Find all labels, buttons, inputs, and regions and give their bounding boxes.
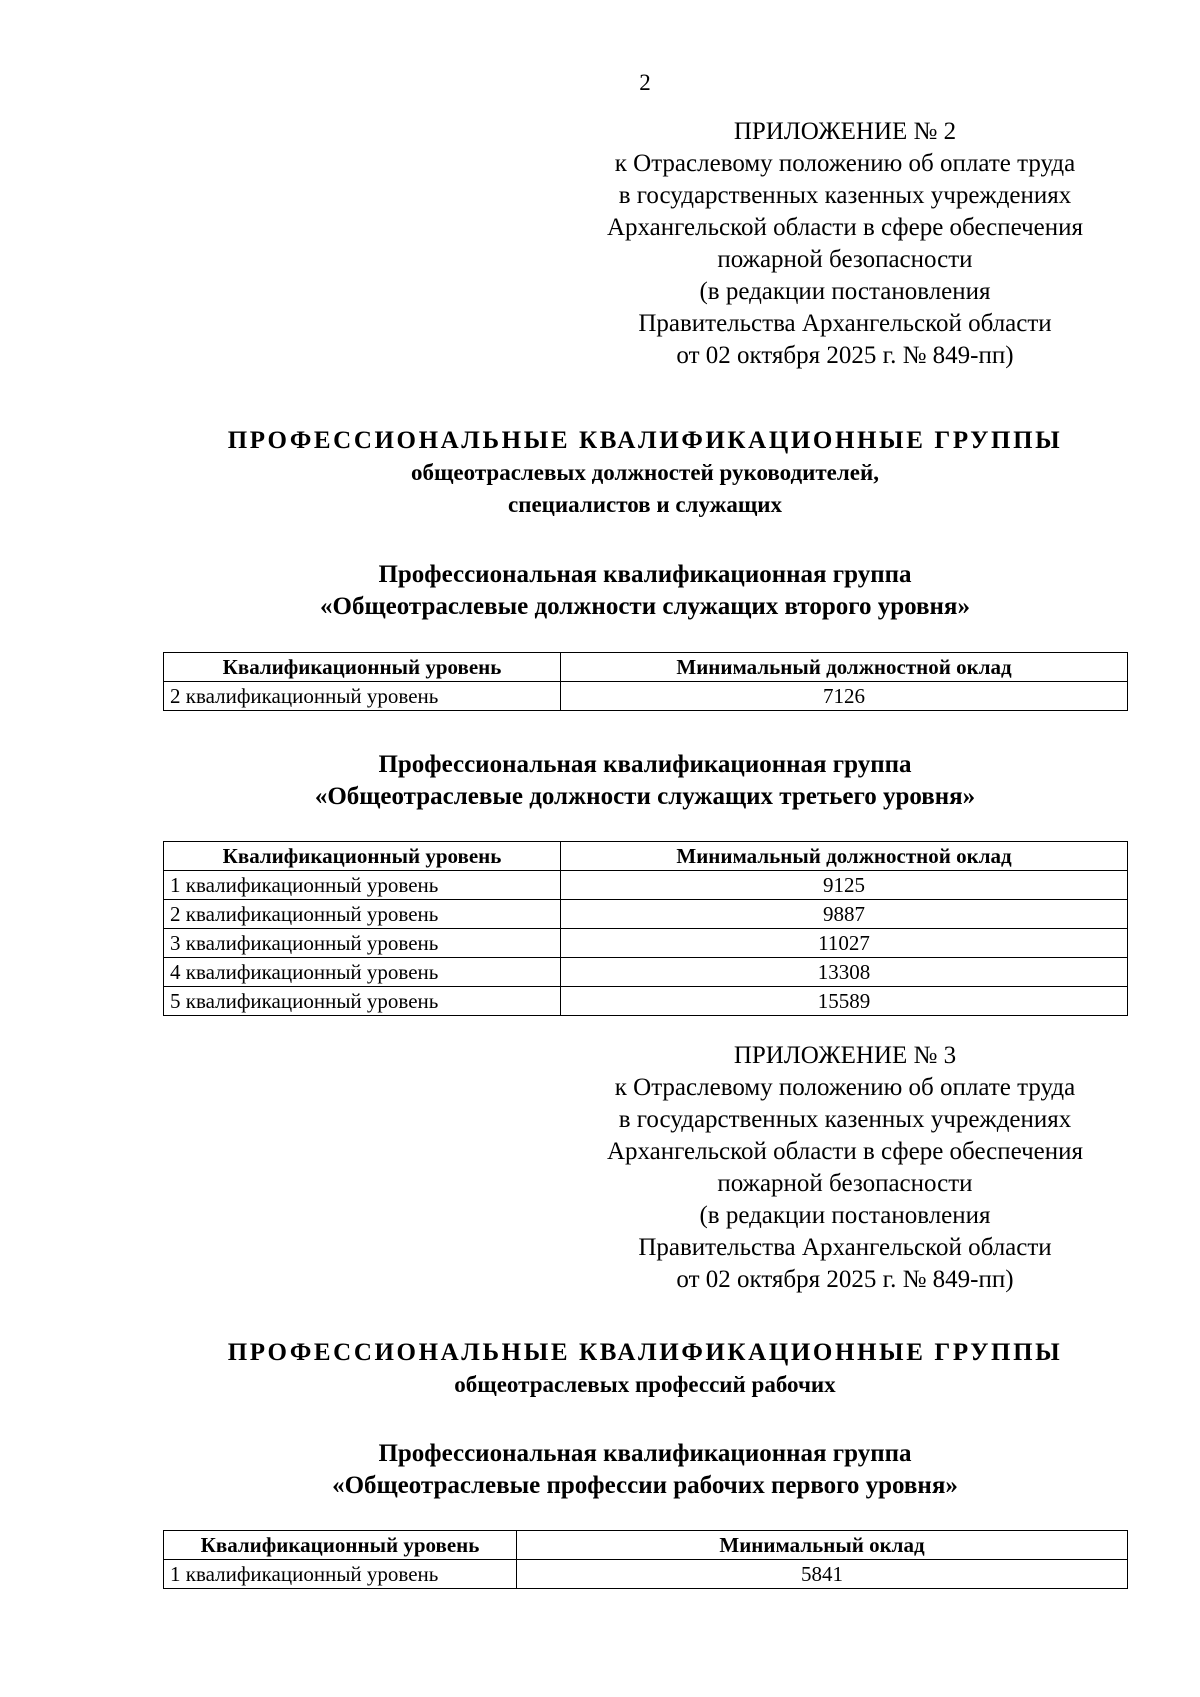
appendix-3-line: Архангельской области в сфере обеспечения: [606, 1138, 1084, 1165]
column-header: Квалификационный уровень: [164, 653, 561, 682]
table-header-row: [164, 1531, 1128, 1560]
group-2-title-line: Профессиональная квалификационная группа: [378, 751, 912, 778]
appendix-3-header: [540, 1040, 1150, 1296]
group-3-title: [0, 1438, 1200, 1502]
salary-cell: 13308: [561, 958, 1128, 987]
appendix-2-line: в государственных казенных учреждениях: [618, 182, 1072, 209]
column-header: Минимальный должностной оклад: [561, 653, 1128, 682]
section-2-heading: [0, 1337, 1200, 1401]
group-2-title-line: «Общеотраслевые должности служащих третьего уровня»: [314, 783, 976, 810]
table-header-row: [164, 842, 1128, 871]
appendix-2-line: к Отраслевому положению об оплате труда: [614, 150, 1076, 177]
salary-cell: 9887: [561, 900, 1128, 929]
level-cell: 3 квалификационный уровень: [164, 929, 561, 958]
group-1-title-line: Профессиональная квалификационная группа: [378, 561, 912, 588]
level-cell: 2 квалификационный уровень: [164, 900, 561, 929]
table-group-2: [163, 841, 1128, 1016]
appendix-2-header: [540, 116, 1150, 372]
appendix-3-line: в государственных казенных учреждениях: [618, 1106, 1072, 1133]
table-group-3: [163, 1530, 1128, 1589]
group-2-title: [0, 749, 1200, 813]
group-3-title-line: «Общеотраслевые профессии рабочих первого уровня»: [332, 1472, 958, 1499]
section-2-subtitle: общеотраслевых профессий рабочих: [454, 1372, 836, 1397]
column-header: Квалификационный уровень: [164, 1531, 517, 1560]
level-cell: 5 квалификационный уровень: [164, 987, 561, 1016]
page-number: 2: [639, 70, 651, 95]
appendix-3-line: Правительства Архангельской области: [638, 1234, 1052, 1261]
level-cell: 4 квалификационный уровень: [164, 958, 561, 987]
column-header: Квалификационный уровень: [164, 842, 561, 871]
section-2-title: ПРОФЕССИОНАЛЬНЫЕ КВАЛИФИКАЦИОННЫЕ ГРУППЫ: [227, 1339, 1063, 1366]
appendix-3-line: (в редакции постановления: [699, 1202, 991, 1229]
appendix-2-line: от 02 октября 2025 г. № 849-пп): [676, 342, 1014, 369]
appendix-2-line: пожарной безопасности: [717, 246, 973, 273]
table-row: [164, 987, 1128, 1016]
column-header: Минимальный оклад: [517, 1531, 1128, 1560]
salary-cell: 15589: [561, 987, 1128, 1016]
appendix-3-line: от 02 октября 2025 г. № 849-пп): [676, 1266, 1014, 1293]
appendix-3-title: ПРИЛОЖЕНИЕ № 3: [733, 1042, 957, 1069]
section-1-title: ПРОФЕССИОНАЛЬНЫЕ КВАЛИФИКАЦИОННЫЕ ГРУППЫ: [227, 427, 1063, 454]
table-group-1: [163, 652, 1128, 711]
table-row: [164, 682, 1128, 711]
section-1-subtitle: специалистов и служащих: [508, 492, 782, 517]
appendix-2-title: ПРИЛОЖЕНИЕ № 2: [733, 118, 957, 145]
appendix-3-line: пожарной безопасности: [717, 1170, 973, 1197]
table-row: [164, 1560, 1128, 1589]
column-header: Минимальный должностной оклад: [561, 842, 1128, 871]
salary-cell: 5841: [517, 1560, 1128, 1589]
salary-cell: 9125: [561, 871, 1128, 900]
appendix-2-line: Правительства Архангельской области: [638, 310, 1052, 337]
appendix-2-line: Архангельской области в сфере обеспечения: [606, 214, 1084, 241]
level-cell: 1 квалификационный уровень: [164, 1560, 517, 1589]
level-cell: 2 квалификационный уровень: [164, 682, 561, 711]
group-1-title: [0, 559, 1200, 623]
salary-cell: 11027: [561, 929, 1128, 958]
table-row: [164, 900, 1128, 929]
group-3-title-line: Профессиональная квалификационная группа: [378, 1440, 912, 1467]
table-header-row: [164, 653, 1128, 682]
table-row: [164, 871, 1128, 900]
table-row: [164, 929, 1128, 958]
level-cell: 1 квалификационный уровень: [164, 871, 561, 900]
group-1-title-line: «Общеотраслевые должности служащих второго уровня»: [320, 593, 970, 620]
salary-cell: 7126: [561, 682, 1128, 711]
section-1-heading: [0, 425, 1200, 521]
table-row: [164, 958, 1128, 987]
section-1-subtitle: общеотраслевых должностей руководителей,: [411, 460, 879, 485]
appendix-3-line: к Отраслевому положению об оплате труда: [614, 1074, 1076, 1101]
appendix-2-line: (в редакции постановления: [699, 278, 991, 305]
